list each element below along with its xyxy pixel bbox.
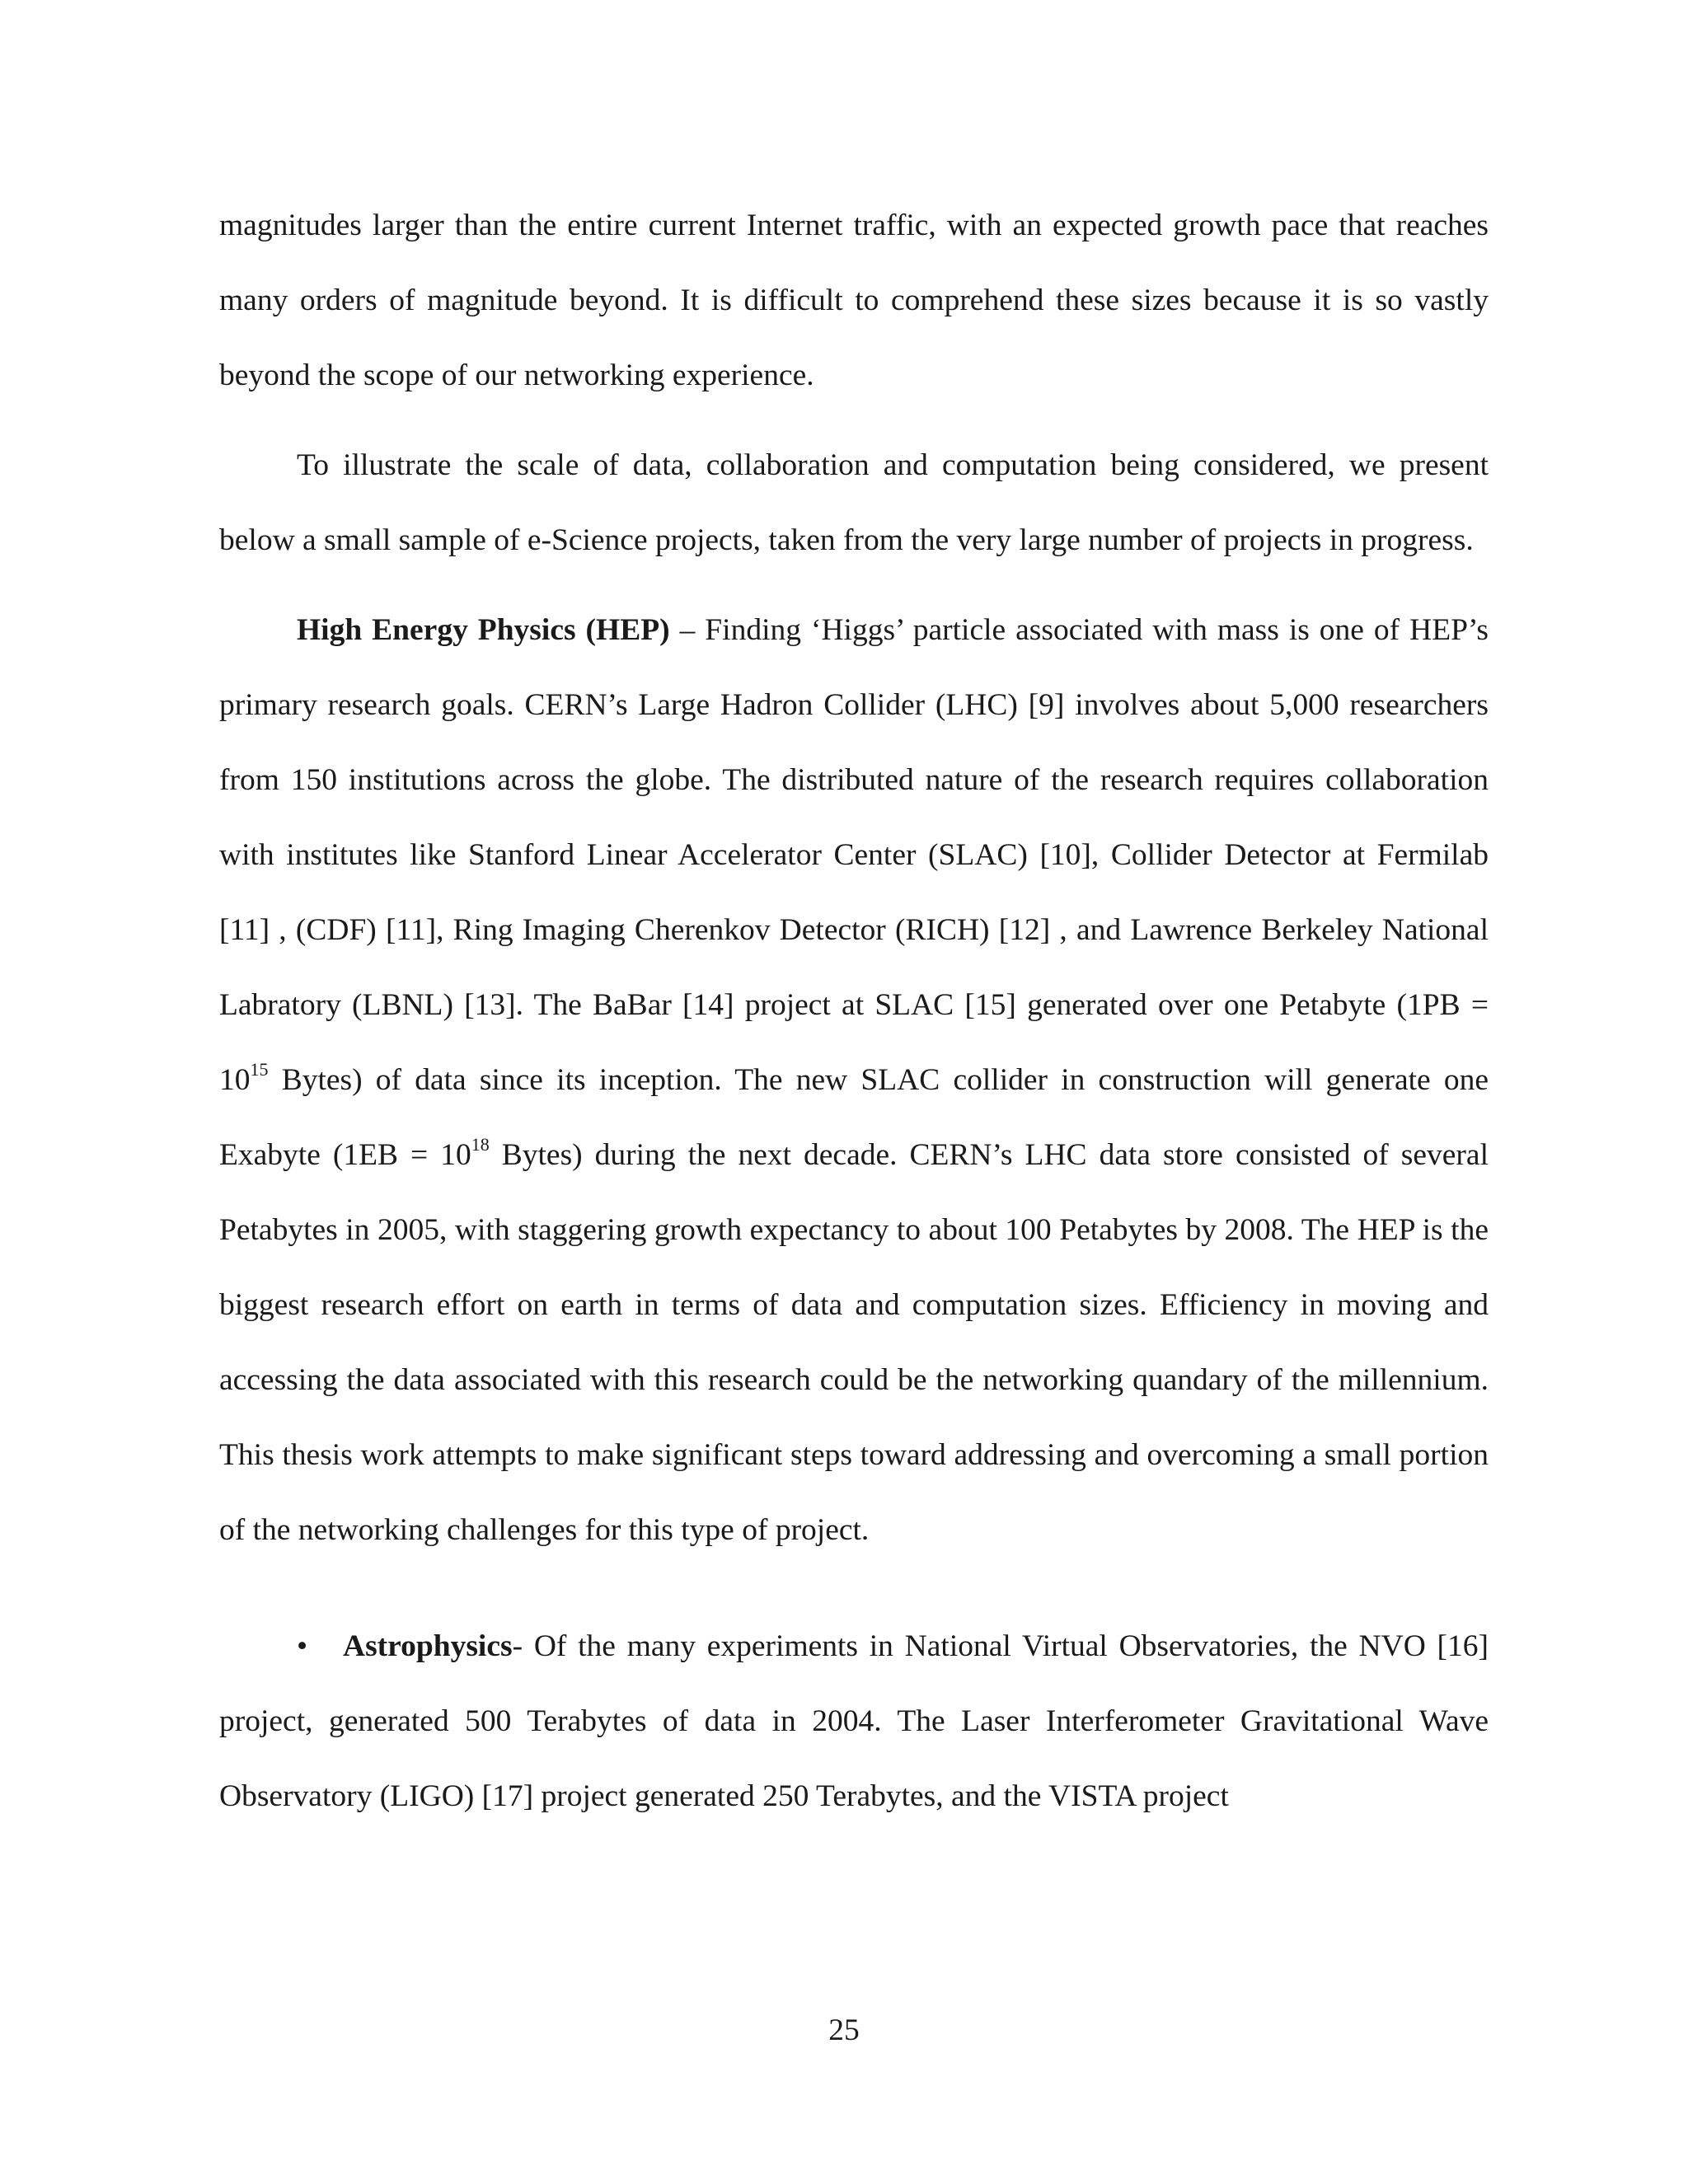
paragraph-astrophysics [219, 1609, 1489, 1834]
hep-text-part-3: Bytes) during the next decade. CERN’s LHC data store consisted of several Petabytes in 2005, with staggering growth expectancy to about 100 Petabytes by 2008. The HEP is the biggest research effort on earth in terms of data and computation sizes. Efficiency in moving and accessing the data associated with this research could be the networking quandary of the millennium. This thesis work attempts to make significant steps toward addressing and overcoming a small portion of the networking challenges for this type of project. [219, 1138, 1489, 1547]
paragraph-escience-sample: To illustrate the scale of data, collaboration and computation being considered, we present below a small sample of e-Science projects, taken from the very large number of projects in progress. [219, 448, 1489, 557]
paragraph-intro-continuation: magnitudes larger than the entire current Internet traffic, with an expected growth pace that reaches many orders of magnitude beyond. It is difficult to comprehend these sizes because it is so vastly beyond the scope of our networking experience. [219, 209, 1489, 392]
hep-text-part-1: – Finding ‘Higgs’ particle associated with mass is one of HEP’s primary research goals. CERN’s Large Hadron Collider (LHC) [9] involves about 5,000 researchers from 150 institutions across the globe. The distributed nature of the research requires collaboration with institutes like Stanford Linear Accelerator Center (SLAC) [10], Collider Detector at Fermilab [11] , (CDF) [11], Ring Imaging Cherenkov Detector (RICH) [12] , and Lawrence Berkeley National Labratory (LBNL) [13]. The BaBar [14] project at SLAC [15] generated over one Petabyte (1PB = 10 [219, 613, 1489, 1097]
paragraph-hep [219, 593, 1489, 1568]
petabyte-exponent: 15 [250, 1058, 269, 1080]
astrophysics-text: - Of the many experiments in National Virtual Observatories, the NVO [16] project, generated 500 Terabytes of data in 2004. The Laser Interferometer Gravitational Wave Observatory (LIGO) [17] project generated 250 Terabytes, and the VISTA project [219, 1629, 1489, 1813]
astrophysics-heading: Astrophysics [343, 1629, 513, 1663]
hep-heading: High Energy Physics (HEP) [297, 613, 670, 647]
page-number: 25 [828, 2013, 860, 2047]
bullet-icon: • [297, 1629, 308, 1663]
exabyte-exponent: 18 [471, 1133, 490, 1155]
hep-text-part-2: Bytes) of data since its inception. The new SLAC collider in construction will generate one Exabyte (1EB = 10 [219, 1063, 1489, 1172]
body-text [219, 188, 1489, 1834]
